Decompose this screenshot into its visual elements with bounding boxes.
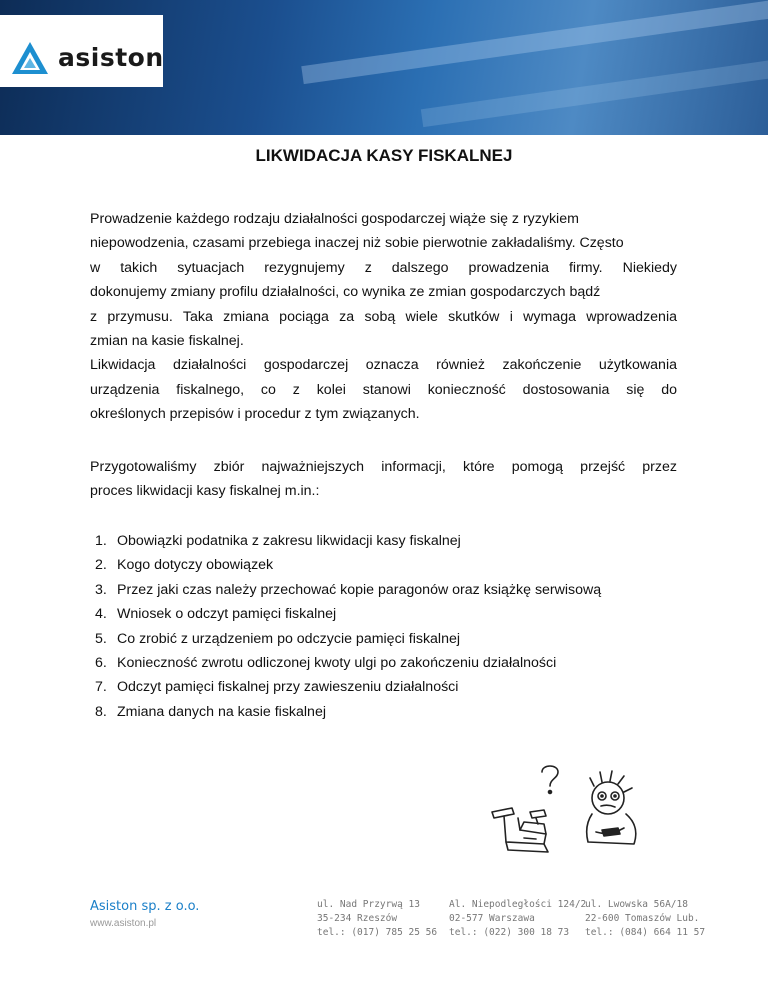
list-item-text: Co zrobić z urządzeniem po odczycie pamięci fiskalnej — [117, 630, 461, 647]
list-item-text: Wniosek o odczyt pamięci fiskalnej — [117, 606, 337, 623]
paragraph-line: Prowadzenie każdego rodzaju działalności gospodarczej wiąże się z ryzykiem — [90, 211, 579, 227]
asiston-logo-icon — [10, 40, 50, 78]
list-item-text: Konieczność zwrotu odliczonej kwoty ulgi po zakończeniu działalności — [117, 654, 557, 671]
list-number: 1. — [95, 533, 107, 549]
address-street: ul. Lwowska 56A/18 — [585, 899, 688, 910]
list-number: 5. — [95, 630, 107, 647]
paragraph-line: zmian na kasie fiskalnej. — [90, 333, 244, 350]
paragraph-line: określonych przepisów i procedur z tym związanych. — [90, 406, 420, 423]
list-number: 8. — [95, 703, 107, 720]
logo-text: asiston — [58, 43, 164, 72]
footer-address-warszawa — [449, 898, 586, 940]
list-item-text: Zmiana danych na kasie fiskalnej — [117, 703, 326, 720]
list-item-text: Przez jaki czas należy przechować kopie paragonów oraz książkę serwisową — [117, 581, 602, 598]
paragraph-line: urządzenia fiskalnego, co z kolei stanowi konieczność dostosowania się do — [90, 381, 677, 398]
list-number: 6. — [95, 654, 107, 671]
list-item — [95, 602, 601, 626]
cash-register-cartoon-illustration — [484, 762, 672, 858]
list-item — [95, 675, 601, 699]
header-banner — [0, 0, 768, 135]
address-city: 35-234 Rzeszów — [317, 913, 398, 924]
list-item — [95, 529, 601, 553]
list-item — [95, 700, 601, 724]
list-number: 2. — [95, 557, 107, 574]
list-item — [95, 651, 601, 675]
footer-website-link[interactable]: www.asiston.pl — [90, 918, 157, 929]
list-item-text: Odczyt pamięci fiskalnej przy zawieszeniu działalności — [117, 679, 459, 696]
paragraph-line: Przygotowaliśmy zbiór najważniejszych informacji, które pomogą przejść przez — [90, 459, 677, 475]
address-phone: tel.: (084) 664 11 57 — [585, 927, 706, 938]
list-number: 3. — [95, 581, 107, 598]
document-title: LIKWIDACJA KASY FISKALNEJ — [255, 146, 513, 165]
footer-address-tomaszow — [585, 898, 705, 940]
paragraph-line: dokonujemy zmiany profilu działalności, co wynika ze zmian gospodarczych bądź — [90, 284, 601, 301]
intro-paragraph — [90, 207, 677, 427]
list-number: 4. — [95, 606, 107, 623]
address-street: Al. Niepodległości 124/2 — [449, 899, 587, 910]
list-item — [95, 627, 601, 651]
banner-light-beam — [421, 51, 768, 127]
address-phone: tel.: (022) 300 18 73 — [449, 927, 570, 938]
footer-company-name: Asiston sp. z o.o. — [90, 899, 200, 914]
footer-address-rzeszow — [317, 898, 437, 940]
paragraph-line: niepowodzenia, czasami przebiega inaczej niż sobie pierwotnie zakładaliśmy. Często — [90, 235, 624, 252]
paragraph-line: z przymusu. Taka zmiana pociąga za sobą wiele skutków i wymaga wprowadzenia — [90, 308, 677, 325]
address-city: 22-600 Tomaszów Lub. — [585, 913, 700, 924]
address-phone: tel.: (017) 785 25 56 — [317, 927, 438, 938]
address-street: ul. Nad Przyrwą 13 — [317, 899, 420, 910]
list-item — [95, 578, 601, 602]
logo-container — [0, 15, 163, 87]
list-item-text: Obowiązki podatnika z zakresu likwidacji kasy fiskalnej — [117, 533, 461, 549]
topics-list — [95, 529, 601, 724]
paragraph-line: proces likwidacji kasy fiskalnej m.in.: — [90, 483, 320, 500]
list-item-text: Kogo dotyczy obowiązek — [117, 557, 274, 574]
paragraph-line: w takich sytuacjach rezygnujemy z dalszego prowadzenia firmy. Niekiedy — [90, 259, 677, 276]
paragraph-line: Likwidacja działalności gospodarczej oznacza również zakończenie użytkowania — [90, 357, 677, 374]
second-paragraph — [90, 455, 677, 504]
list-number: 7. — [95, 679, 107, 696]
list-item — [95, 553, 601, 577]
address-city: 02-577 Warszawa — [449, 913, 535, 924]
